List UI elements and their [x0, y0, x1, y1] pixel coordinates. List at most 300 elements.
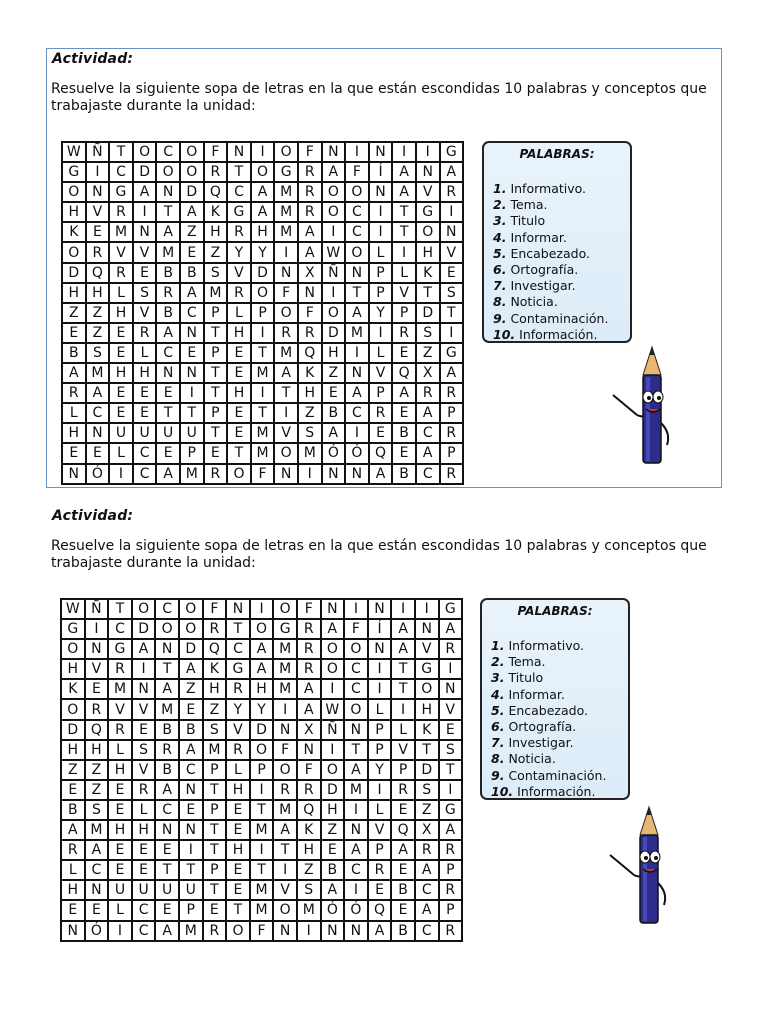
grid-cell: K [297, 820, 321, 840]
grid-cell: S [132, 740, 156, 760]
grid-cell: F [298, 303, 322, 323]
grid-cell: Z [86, 303, 110, 323]
grid-cell: R [440, 423, 464, 443]
grid-cell: G [274, 162, 298, 182]
grid-cell: K [298, 363, 322, 383]
grid-cell: H [62, 283, 86, 303]
grid-cell: N [344, 921, 368, 941]
grid-cell: N [298, 283, 322, 303]
grid-cell: C [156, 142, 180, 162]
grid-cell: Q [369, 443, 393, 463]
word-text: Encabezado. [510, 245, 590, 261]
grid-cell: M [251, 363, 275, 383]
grid-cell: D [179, 639, 203, 659]
grid-cell: P [391, 760, 415, 780]
grid-cell: T [227, 443, 251, 463]
grid-cell: A [61, 820, 85, 840]
grid-cell: A [133, 182, 157, 202]
word-number: 10. [491, 783, 514, 799]
word-text: Investigar. [510, 278, 576, 294]
grid-cell: E [156, 443, 180, 463]
grid-cell: T [250, 860, 274, 880]
grid-cell: T [108, 599, 132, 619]
grid-cell: E [156, 383, 180, 403]
grid-cell: N [226, 599, 250, 619]
grid-cell: E [133, 263, 157, 283]
grid-cell: N [156, 182, 180, 202]
grid-cell: E [62, 443, 86, 463]
grid-cell: F [204, 142, 228, 162]
word-text: Ortografía. [510, 262, 579, 278]
grid-cell: A [439, 619, 463, 639]
grid-cell: O [274, 142, 298, 162]
grid-cell: N [322, 142, 346, 162]
grid-row [62, 142, 463, 162]
grid-cell: E [108, 840, 132, 860]
grid-cell: H [297, 840, 321, 860]
grid-cell: P [250, 760, 274, 780]
grid-cell: E [109, 343, 133, 363]
grid-cell: M [274, 182, 298, 202]
word-search-grid [60, 598, 463, 942]
grid-cell: O [273, 599, 297, 619]
grid-cell: N [155, 639, 179, 659]
grid-cell: P [369, 263, 393, 283]
grid-cell: R [391, 780, 415, 800]
word-list-title: PALABRAS: [519, 147, 595, 161]
grid-cell: H [226, 840, 250, 860]
word-text: Tema. [510, 197, 548, 213]
grid-cell: O [250, 740, 274, 760]
grid-cell: C [415, 921, 439, 941]
grid-cell: T [203, 820, 227, 840]
grid-cell: N [86, 182, 110, 202]
grid-cell: P [368, 840, 392, 860]
word-text: Titulo [510, 213, 546, 229]
grid-cell: O [345, 182, 369, 202]
grid-row [62, 162, 463, 182]
word-text: Encabezado. [508, 702, 588, 718]
grid-cell: N [439, 679, 463, 699]
word-number: 2. [491, 654, 505, 670]
grid-cell: M [345, 323, 369, 343]
grid-cell: R [416, 383, 440, 403]
grid-cell: N [180, 363, 204, 383]
grid-cell: A [392, 182, 416, 202]
grid-row [61, 820, 462, 840]
grid-cell: I [251, 323, 275, 343]
grid-row [62, 363, 463, 383]
grid-cell: E [392, 403, 416, 423]
grid-cell: G [439, 800, 463, 820]
grid-cell: H [416, 242, 440, 262]
grid-cell: P [204, 343, 228, 363]
grid-cell: G [416, 202, 440, 222]
grid-cell: L [62, 403, 86, 423]
grid-cell: T [180, 403, 204, 423]
grid-cell: E [369, 423, 393, 443]
grid-cell: T [203, 880, 227, 900]
grid-cell: E [204, 443, 228, 463]
grid-cell: O [61, 699, 85, 719]
grid-cell: N [345, 263, 369, 283]
grid-cell: A [321, 880, 345, 900]
grid-cell: I [344, 800, 368, 820]
grid-cell: Q [86, 263, 110, 283]
grid-cell: M [156, 242, 180, 262]
grid-cell: I [344, 599, 368, 619]
grid-cell: M [85, 820, 109, 840]
grid-cell: L [61, 860, 85, 880]
grid-cell: Z [180, 222, 204, 242]
grid-cell: T [204, 323, 228, 343]
grid-cell: C [85, 860, 109, 880]
grid-cell: P [440, 443, 464, 463]
grid-cell: I [274, 403, 298, 423]
grid-cell: E [368, 880, 392, 900]
grid-cell: A [416, 403, 440, 423]
grid-cell: I [391, 599, 415, 619]
grid-cell: A [345, 383, 369, 403]
grid-cell: P [439, 860, 463, 880]
grid-cell: O [322, 202, 346, 222]
grid-cell: H [108, 820, 132, 840]
grid-cell: I [416, 142, 440, 162]
grid-cell: F [297, 760, 321, 780]
grid-cell: O [62, 182, 86, 202]
grid-cell: R [439, 840, 463, 860]
grid-cell: U [109, 423, 133, 443]
grid-cell: O [155, 619, 179, 639]
grid-cell: R [297, 619, 321, 639]
grid-cell: Z [61, 760, 85, 780]
grid-cell: E [321, 840, 345, 860]
grid-cell: M [180, 464, 204, 484]
grid-cell: N [61, 921, 85, 941]
grid-row [61, 599, 462, 619]
word-search-grid [61, 141, 464, 485]
grid-cell: M [203, 740, 227, 760]
grid-row [61, 800, 462, 820]
grid-cell: Z [204, 242, 228, 262]
grid-cell: D [321, 780, 345, 800]
grid-row [61, 699, 462, 719]
word-list-item [493, 262, 630, 278]
grid-cell: F [251, 464, 275, 484]
grid-cell: T [251, 343, 275, 363]
grid-cell: A [273, 820, 297, 840]
grid-cell: E [226, 800, 250, 820]
grid-cell: T [156, 202, 180, 222]
pencil-mascot-icon [603, 345, 693, 470]
grid-cell: N [156, 363, 180, 383]
grid-cell: L [226, 760, 250, 780]
grid-cell: C [415, 880, 439, 900]
grid-cell: I [368, 659, 392, 679]
grid-cell: E [226, 880, 250, 900]
grid-cell: Y [368, 760, 392, 780]
grid-cell: V [132, 760, 156, 780]
grid-cell: B [392, 423, 416, 443]
grid-cell: L [227, 303, 251, 323]
grid-cell: A [321, 619, 345, 639]
grid-cell: C [344, 860, 368, 880]
grid-cell: E [62, 323, 86, 343]
grid-cell: I [391, 699, 415, 719]
grid-cell: R [204, 464, 228, 484]
grid-cell: T [226, 900, 250, 920]
grid-cell: U [132, 880, 156, 900]
activity-title: Actividad: [52, 51, 134, 67]
grid-cell: A [250, 639, 274, 659]
grid-cell: G [108, 639, 132, 659]
grid-cell: H [250, 679, 274, 699]
grid-cell: O [273, 900, 297, 920]
grid-cell: I [251, 142, 275, 162]
grid-cell: G [273, 619, 297, 639]
grid-cell: I [133, 202, 157, 222]
word-list-item [491, 719, 628, 735]
grid-cell: I [345, 142, 369, 162]
grid-cell: N [85, 639, 109, 659]
grid-cell: H [86, 283, 110, 303]
grid-cell: M [108, 679, 132, 699]
grid-cell: V [273, 880, 297, 900]
grid-cell: N [368, 639, 392, 659]
grid-cell: R [297, 659, 321, 679]
word-list-box [482, 141, 632, 343]
grid-cell: R [108, 659, 132, 679]
grid-cell: C [416, 423, 440, 443]
grid-cell: P [204, 303, 228, 323]
grid-cell: Í [368, 619, 392, 639]
word-list-item [491, 638, 628, 654]
grid-cell: E [391, 800, 415, 820]
grid-cell: Y [227, 242, 251, 262]
grid-cell: D [415, 760, 439, 780]
grid-cell: C [155, 800, 179, 820]
grid-cell: E [227, 343, 251, 363]
grid-cell: S [298, 423, 322, 443]
grid-cell: H [62, 202, 86, 222]
grid-cell: A [297, 679, 321, 699]
grid-cell: A [298, 222, 322, 242]
grid-row [62, 222, 463, 242]
pencil-mascot-icon [600, 805, 690, 930]
grid-cell: E [179, 800, 203, 820]
grid-row [62, 383, 463, 403]
grid-cell: R [274, 323, 298, 343]
grid-cell: R [226, 740, 250, 760]
grid-cell: Z [86, 323, 110, 343]
grid-cell: B [321, 860, 345, 880]
grid-row [61, 921, 462, 941]
grid-cell: M [204, 283, 228, 303]
grid-cell: T [204, 363, 228, 383]
grid-cell: I [369, 323, 393, 343]
grid-cell: X [415, 820, 439, 840]
word-number: 3. [491, 670, 505, 686]
grid-cell: T [156, 403, 180, 423]
grid-cell: A [415, 860, 439, 880]
grid-cell: C [227, 182, 251, 202]
grid-cell: I [368, 780, 392, 800]
grid-cell: S [203, 720, 227, 740]
grid-cell: Z [415, 800, 439, 820]
grid-cell: O [227, 464, 251, 484]
grid-cell: I [369, 202, 393, 222]
grid-cell: P [392, 303, 416, 323]
grid-row [61, 619, 462, 639]
grid-cell: R [156, 283, 180, 303]
grid-row [61, 760, 462, 780]
grid-row [62, 464, 463, 484]
word-text: Titulo [508, 670, 544, 686]
grid-cell: V [227, 263, 251, 283]
grid-row [62, 202, 463, 222]
grid-cell: A [251, 202, 275, 222]
grid-row [61, 840, 462, 860]
grid-cell: A [415, 900, 439, 920]
grid-cell: A [440, 363, 464, 383]
grid-cell: L [368, 699, 392, 719]
grid-cell: E [108, 860, 132, 880]
word-list-box [480, 598, 630, 800]
grid-cell: A [156, 464, 180, 484]
grid-cell: H [226, 780, 250, 800]
grid-cell: F [273, 740, 297, 760]
grid-cell: A [391, 619, 415, 639]
grid-cell: V [274, 423, 298, 443]
grid-cell: R [132, 780, 156, 800]
grid-cell: C [156, 343, 180, 363]
grid-cell: A [62, 363, 86, 383]
word-list-item [491, 703, 628, 719]
word-list-item [493, 230, 630, 246]
grid-row [62, 242, 463, 262]
grid-cell: B [391, 880, 415, 900]
grid-cell: G [61, 619, 85, 639]
grid-cell: Z [85, 780, 109, 800]
grid-cell: H [322, 343, 346, 363]
grid-cell: P [251, 303, 275, 323]
grid-cell: P [179, 900, 203, 920]
grid-cell: L [108, 740, 132, 760]
grid-cell: N [440, 222, 464, 242]
grid-row [61, 679, 462, 699]
grid-cell: E [203, 900, 227, 920]
grid-cell: I [109, 464, 133, 484]
grid-cell: R [415, 840, 439, 860]
grid-cell: E [322, 383, 346, 403]
grid-cell: Z [298, 403, 322, 423]
grid-cell: O [415, 679, 439, 699]
grid-cell: Z [85, 760, 109, 780]
grid-row [61, 740, 462, 760]
grid-cell: I [251, 383, 275, 403]
grid-cell: E [155, 900, 179, 920]
grid-cell: H [203, 679, 227, 699]
grid-cell: L [109, 283, 133, 303]
grid-cell: H [204, 222, 228, 242]
word-number: 6. [491, 719, 505, 735]
grid-cell: R [133, 323, 157, 343]
grid-cell: V [391, 740, 415, 760]
grid-cell: V [392, 283, 416, 303]
grid-cell: O [322, 182, 346, 202]
grid-cell: E [109, 383, 133, 403]
grid-cell: A [392, 162, 416, 182]
grid-cell: T [250, 800, 274, 820]
grid-cell: I [273, 860, 297, 880]
grid-cell: B [61, 800, 85, 820]
grid-cell: R [439, 880, 463, 900]
grid-cell: I [439, 780, 463, 800]
grid-cell: R [62, 383, 86, 403]
grid-cell: R [298, 182, 322, 202]
grid-cell: M [273, 679, 297, 699]
grid-cell: T [203, 840, 227, 860]
grid-cell: A [274, 363, 298, 383]
grid-row [62, 403, 463, 423]
grid-cell: O [251, 162, 275, 182]
word-text: Contaminación. [510, 310, 609, 326]
grid-cell: R [203, 619, 227, 639]
word-number: 8. [493, 294, 507, 310]
word-list [491, 638, 628, 800]
word-number: 1. [493, 181, 507, 196]
grid-cell: N [274, 263, 298, 283]
grid-cell: P [203, 860, 227, 880]
grid-cell: N [321, 599, 345, 619]
grid-cell: C [345, 403, 369, 423]
grid-cell: M [250, 880, 274, 900]
grid-cell: O [321, 760, 345, 780]
word-list-item [491, 670, 628, 686]
grid-cell: I [368, 679, 392, 699]
grid-cell: R [109, 263, 133, 283]
grid-cell: V [415, 639, 439, 659]
grid-cell: V [109, 242, 133, 262]
grid-cell: I [345, 423, 369, 443]
grid-cell: U [156, 423, 180, 443]
grid-cell: Z [321, 820, 345, 840]
grid-cell: B [391, 921, 415, 941]
grid-cell: V [133, 303, 157, 323]
grid-cell: E [226, 820, 250, 840]
grid-cell: Ñ [86, 142, 110, 162]
grid-cell: I [274, 242, 298, 262]
grid-cell: O [132, 599, 156, 619]
grid-cell: T [415, 740, 439, 760]
grid-cell: H [227, 383, 251, 403]
grid-cell: I [439, 659, 463, 679]
grid-cell: T [439, 760, 463, 780]
grid-cell: Q [297, 800, 321, 820]
grid-cell: K [203, 659, 227, 679]
grid-cell: H [62, 423, 86, 443]
grid-cell: E [180, 242, 204, 262]
grid-cell: A [322, 423, 346, 443]
grid-cell: T [155, 860, 179, 880]
grid-cell: R [85, 699, 109, 719]
grid-cell: S [133, 283, 157, 303]
grid-row [62, 443, 463, 463]
grid-cell: A [368, 921, 392, 941]
grid-cell: A [439, 820, 463, 840]
grid-cell: X [297, 720, 321, 740]
grid-row [61, 659, 462, 679]
